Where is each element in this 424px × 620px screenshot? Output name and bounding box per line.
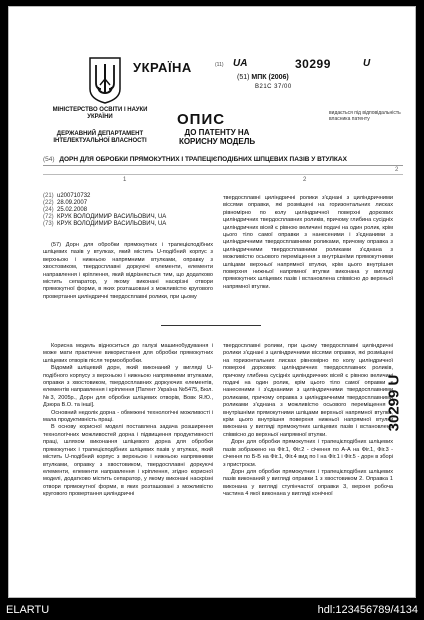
column-mark-right: 2: [303, 177, 307, 183]
description-paragraph: Відомий шліцевий дорн, який виконаний у вигляді U-подібного корпусу з верхньою і нижньою напрямними втулками, оправки з хвостовиком, твердосплавних доркуючих елементів, елементів направлення і кріплення [Патент Україна №5475, Бюл.№3, 2005р., Дорн для обробки шліцевих отворів, Вовк Я.Ю., Дзюра В.О. та інші].: [43, 365, 213, 409]
biblio-value: КРУК ВОЛОДИМИР ВАСИЛЬОВИЧ, UA: [57, 214, 167, 220]
abstract-left: [43, 242, 213, 324]
abstract-left-text: (57) Дорн для обробки прямокутних і трапецієподібних шліцевих пазів у втулках, який містить U-подібний корпус з верхньою і нижньою напрямними втулками, оправку з хвостовиком, твердосплавні доркуючі елементи, елементи направлення і кріплення, який відрізняється тим, що додатково містить сепаратор, у якому виконані наскрізні отвори прямокутної форми, в яких розташовані з можливістю кругового провертання циліндричні твердосплавні ролики, при цьому: [43, 242, 213, 300]
description-paragraph: В основу корисної моделі поставлена задача розширення технологічних можливостей дорна і підвищення продуктивності праці, шляхом виконання шліцевого дорна для обробки прямокутних і трапецієподібних шліцевих пазів у втулках, який містить U-подібний корпус з верхньою і нижньою напрямними втулками, оправку з хвостовиком, твердосплавні доркуючі елементи, елементи направлення і кріплення, згідно корисної моделі, додатково містить сепаратор, у якому виконані наскрізні отвори прямокутної форми, в яких розташовані з можливістю кругового провертання циліндричні: [43, 424, 213, 498]
mpk-code-label: (51): [237, 74, 250, 81]
side-column-mark: 2: [395, 167, 399, 173]
invention-title: [43, 156, 403, 166]
description-paragraph: Дорн для обробки прямокутних і трапецієподібних шліцевих пазів виконаний у вигляді оправки 1 з хвостовиком 2. Оправка 1 виконана у вигляді ступінчастої оправки 3, верхня робоча частина 4 якої виконана у вигляді конічної: [223, 468, 393, 498]
biblio-row: [43, 200, 213, 207]
mpk-line: [237, 74, 289, 81]
biblio-value: КРУК ВОЛОДИМИР ВАСИЛЬОВИЧ, UA: [57, 221, 167, 227]
doc-title: ОПИС: [177, 111, 226, 128]
description-left: [43, 343, 213, 591]
side-number: 30299: [385, 389, 403, 432]
column-mark-left: 1: [123, 177, 127, 183]
description-paragraph: твердосплавні ролики, при цьому твердосплавні циліндричні ролики з'єднані з циліндричними віссями оправки, які розміщені на горизонтальних лисках рівномірно по колу циліндричної поверхні доркових циліндричних твердосплавних роликів, причому глибина сусідніх циліндричних вісей є рівною величині подачі на один ролик, крім цього тіло самої оправки з нанесеними і з'єднаними з циліндричними твердосплавними роликами, причому оправка з циліндричними твердосплавними роликами з'єднана з можливістю осьового переміщення з внутрішніми прямокутними шліцами верхньої напрямної втулки, крім цього внутрішня поверхня нижньої напрямної втулки виконана у вигляді прямокутних шліцевих пазів і встановлена співвісно до верхньої напрямної втулки.: [223, 343, 393, 438]
biblio-code: (73): [43, 221, 54, 227]
description-paragraph: Дорн для обробки прямокутних і трапецієподібних шліцевих пазів зображено на Фіг.1, Фіг.2 - січення по А-А на Фіг.1, Фіг.3 - січення по Б-Б на Фіг.1, Фіг.4 вид по I на Фіг.1 і Фіг.5 - дорн в зборі з пристроєм.: [223, 439, 393, 468]
ministry-name: МІНІСТЕРСТВО ОСВІТИ І НАУКИ УКРАЇНИ: [52, 107, 148, 120]
mpk-label: МПК (2006): [251, 74, 289, 81]
biblio-row: [43, 193, 213, 200]
biblio-row: [43, 214, 213, 221]
patent-kind: U: [363, 58, 371, 69]
divider: [43, 174, 403, 175]
section-divider: [161, 325, 261, 326]
trident-emblem-icon: [87, 55, 123, 105]
title-code: (54): [43, 156, 55, 163]
patent-number: 30299: [295, 57, 331, 71]
side-number-text: [386, 375, 403, 432]
doc-subtitle: ДО ПАТЕНТУ НА КОРИСНУ МОДЕЛЬ: [178, 128, 256, 146]
responsibility-stamp: видається під відповідальність власника патенту: [329, 110, 401, 122]
repository-name: ELARTU: [6, 604, 50, 616]
description-right: [223, 343, 393, 591]
side-patent-number: [379, 333, 409, 473]
ipc-class: B21C 37/00: [255, 84, 292, 90]
title-text: ДОРН ДЛЯ ОБРОБКИ ПРЯМОКУТНИХ І ТРАПЕЦІЄПОДІБНИХ ШПЦЕВИХ ПАЗІВ У ВТУЛКАХ: [59, 156, 347, 163]
country-name: УКРАЇНА: [133, 60, 192, 75]
biblio-value: u200710732: [57, 193, 91, 199]
biblio-value: 25.02.2008: [57, 207, 88, 213]
department-name: ДЕРЖАВНИЙ ДЕПАРТАМЕНТ ІНТЕЛЕКТУАЛЬНОЇ ВЛАСНОСТІ: [53, 131, 147, 144]
biblio-code: (72): [43, 214, 54, 220]
biblio-row: [43, 207, 213, 214]
patent-code: (11): [215, 62, 224, 68]
country-code: UA: [233, 58, 248, 69]
side-suffix: U: [385, 374, 403, 386]
biblio-row: [43, 221, 213, 228]
biblio-code: (21): [43, 193, 54, 199]
patent-number-line: [215, 58, 405, 70]
description-paragraph: Основний недолік дорна - обмежені технологічні можливості і мала продуктивність праці.: [43, 409, 213, 424]
biblio-code: (22): [43, 200, 54, 206]
patent-page: [8, 6, 416, 598]
abstract-right: [223, 195, 393, 313]
biblio-value: 28.09.2007: [57, 200, 88, 206]
handle-identifier: hdl:123456789/4134: [317, 604, 418, 616]
abstract-right-text: твердосплавні циліндричні ролики з'єднані з циліндричними віссями оправки, які розміщені на горизонтальних лисках рівномірно по колу циліндричної поверхні доркових циліндричних твердосплавних роликів, причому глибина сусідніх циліндричних вісей є рівною величині подачі на один ролик, крім цього тіло самої оправки з нанесеними і з'єднаними з циліндричними твердосплавними роликами, причому оправка з циліндричними твердосплавними роликами з'єднана з можливістю осьового переміщення з внутрішніми прямокутними шліцами верхньої напрямної втулки, крім цього внутрішня поверхня нижньої напрямної втулки виконана у вигляді прямокутних шліцевих пазів і встановлена співвісно до верхньої напрямної втулки.: [223, 195, 393, 290]
biblio-code: (24): [43, 207, 54, 213]
bibliographic-data: [43, 193, 213, 228]
description-paragraph: Корисна модель відноситься до галузі машинобудування і може мати практичне використання для обробки прямокутних шліцевих отворів після термообробки.: [43, 343, 213, 364]
